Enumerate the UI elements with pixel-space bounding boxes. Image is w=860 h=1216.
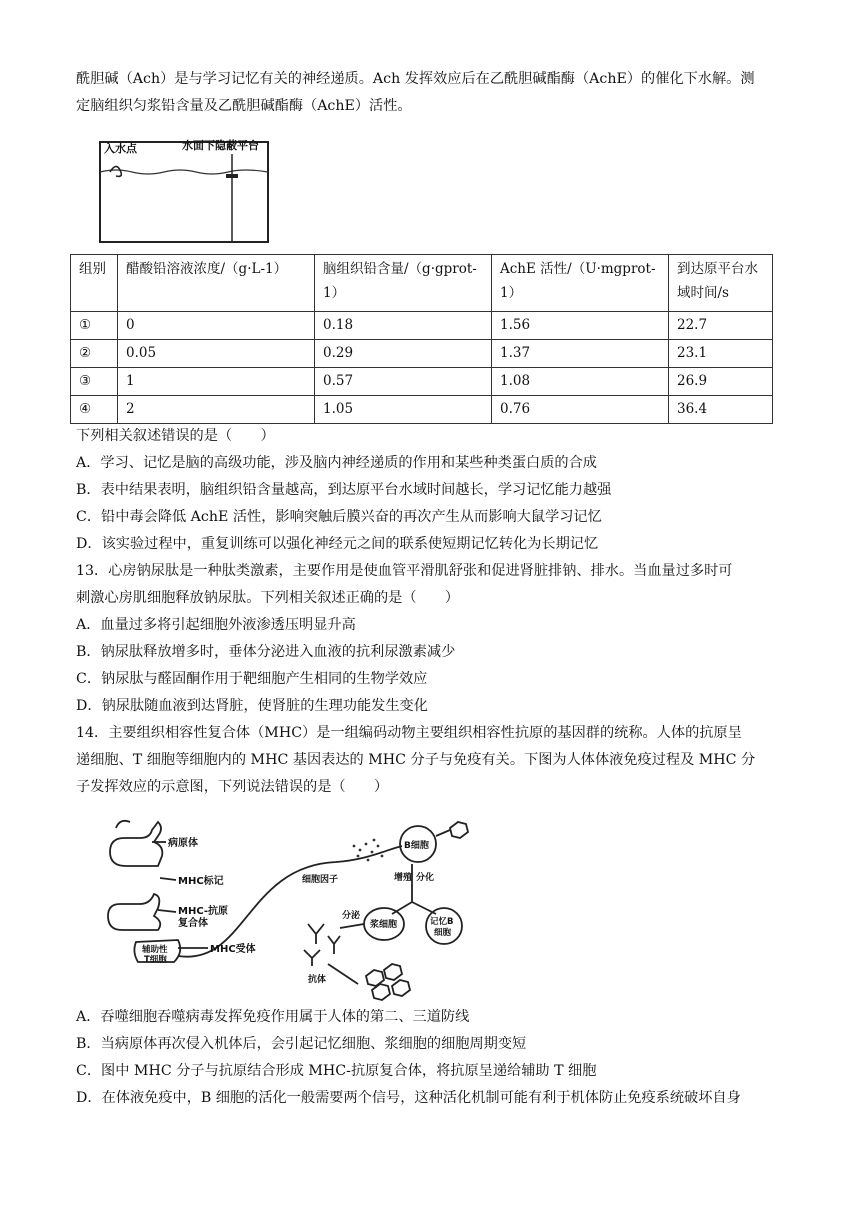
helper-t-label-1: 辅助性 [142,945,168,955]
cell-group: ② [71,340,118,368]
table-header-row [71,255,773,312]
q13-option-d: D．钠尿肽随血液到达肾脏，使肾脏的生理功能发生变化 [76,698,428,714]
cell-ache: 1.56 [492,312,669,340]
cell-concentration: 2 [118,396,315,424]
q14-stem-line-1: 14．主要组织相容性复合体（MHC）是一组编码动物主要组织相容性抗原的基因群的统称。人体的抗原呈 [76,725,742,741]
header-ache: AchE 活性/（U·mgprot-1） [492,255,669,312]
cell-concentration: 0 [118,312,315,340]
intro-line-1: 酰胆碱（Ach）是与学习记忆有关的神经递质。Ach 发挥效应后在乙酰胆碱酯酶（AchE）的催化下水解。测 [76,71,755,87]
q12-option-b: B．表中结果表明，脑组织铅含量越高，到达原平台水域时间越长，学习记忆能力越强 [76,482,612,498]
q13-stem-line-1: 13．心房钠尿肽是一种肽类激素，主要作用是使血管平滑肌舒张和促进肾脏排钠、排水。当血量过多时可 [76,563,733,579]
mhc-complex-label-2: 复合体 [178,918,208,929]
cell-time: 23.1 [669,340,773,368]
cell-ache: 1.08 [492,368,669,396]
q12-option-a: A．学习、记忆是脑的高级功能，涉及脑内神经递质的作用和某些种类蛋白质的合成 [76,455,597,471]
maze-platform-label: 水面下隐蔽平台 [182,139,259,152]
header-time: 到达原平台水域时间/s [669,255,773,312]
water-maze-figure [96,136,276,248]
plasma-cell-label: 浆细胞 [370,920,398,930]
q13-option-b: B．钠尿肽释放增多时，垂体分泌进入血液的抗利尿激素减少 [76,644,456,660]
q14-stem-line-3: 子发挥效应的示意图，下列说法错误的是（ ） [76,779,389,795]
q14-option-b: B．当病原体再次侵入机体后，会引起记忆细胞、浆细胞的细胞周期变短 [76,1036,527,1052]
header-group: 组别 [71,255,118,312]
secrete-label: 分泌 [342,911,361,921]
intro-line-2: 定脑组织匀浆铅含量及乙酰胆碱酯酶（AchE）活性。 [76,98,412,114]
lead-experiment-table [70,254,773,424]
q14-option-d: D．在体液免疫中，B 细胞的活化一般需要两个信号，这种活化机制可能有利于机体防止免疫系统破坏自身 [76,1090,741,1106]
pathogen-label: 病原体 [168,838,198,849]
q12-stem: 下列相关叙述错误的是（ ） [76,428,275,444]
table-row [71,340,773,368]
cell-brain-lead: 1.05 [315,396,492,424]
b-cell-label: B细胞 [404,841,429,851]
table-row [71,368,773,396]
cell-ache: 1.37 [492,340,669,368]
helper-t-label-2: T细胞 [144,955,167,965]
cell-concentration: 0.05 [118,340,315,368]
q13-option-c: C．钠尿肽与醛固酮作用于靶细胞产生相同的生物学效应 [76,671,428,687]
immune-response-figure [96,806,526,1006]
q14-option-c: C．图中 MHC 分子与抗原结合形成 MHC-抗原复合体，将抗原呈递给辅助 T 细胞 [76,1063,597,1079]
cell-ache: 0.76 [492,396,669,424]
q12-option-d: D．该实验过程中，重复训练可以强化神经元之间的联系使短期记忆转化为长期记忆 [76,536,599,552]
cell-time: 36.4 [669,396,773,424]
cell-brain-lead: 0.29 [315,340,492,368]
cell-group: ① [71,312,118,340]
cell-group: ④ [71,396,118,424]
table-row [71,312,773,340]
q14-option-a: A．吞噬细胞吞噬病毒发挥免疫作用属于人体的第二、三道防线 [76,1009,470,1025]
q14-stem-line-2: 递细胞、T 细胞等细胞内的 MHC 基因表达的 MHC 分子与免疫有关。下图为人体体液免疫过程及 MHC 分 [76,752,756,768]
cell-time: 22.7 [669,312,773,340]
cell-time: 26.9 [669,368,773,396]
table-row [71,396,773,424]
cell-brain-lead: 0.18 [315,312,492,340]
memory-b-label-2: 细胞 [434,928,452,938]
q12-option-c: C．铅中毒会降低 AchE 活性，影响突触后膜兴奋的再次产生从而影响大鼠学习记忆 [76,509,602,525]
cytokine-label: 细胞因子 [302,875,339,885]
mhc-marker-label: MHC标记 [178,876,224,887]
cell-concentration: 1 [118,368,315,396]
mhc-receptor-label: MHC受体 [210,944,256,955]
memory-b-label-1: 记忆B [430,917,454,927]
q13-option-a: A．血量过多将引起细胞外液渗透压明显升高 [76,617,356,633]
cell-brain-lead: 0.57 [315,368,492,396]
differentiate-label: 分化 [416,873,435,883]
header-concentration: 醋酸铅溶液浓度/（g·L-1） [118,255,315,312]
header-brain-lead: 脑组织铅含量/（g·gprot-1） [315,255,492,312]
antibody-label: 抗体 [308,975,327,985]
maze-entry-label: 入水点 [104,142,137,155]
mhc-complex-label-1: MHC-抗原 [178,906,229,917]
proliferate-label: 增殖 [394,873,413,883]
cell-group: ③ [71,368,118,396]
q13-stem-line-2: 刺激心房肌细胞释放钠尿肽。下列相关叙述正确的是（ ） [76,590,460,606]
